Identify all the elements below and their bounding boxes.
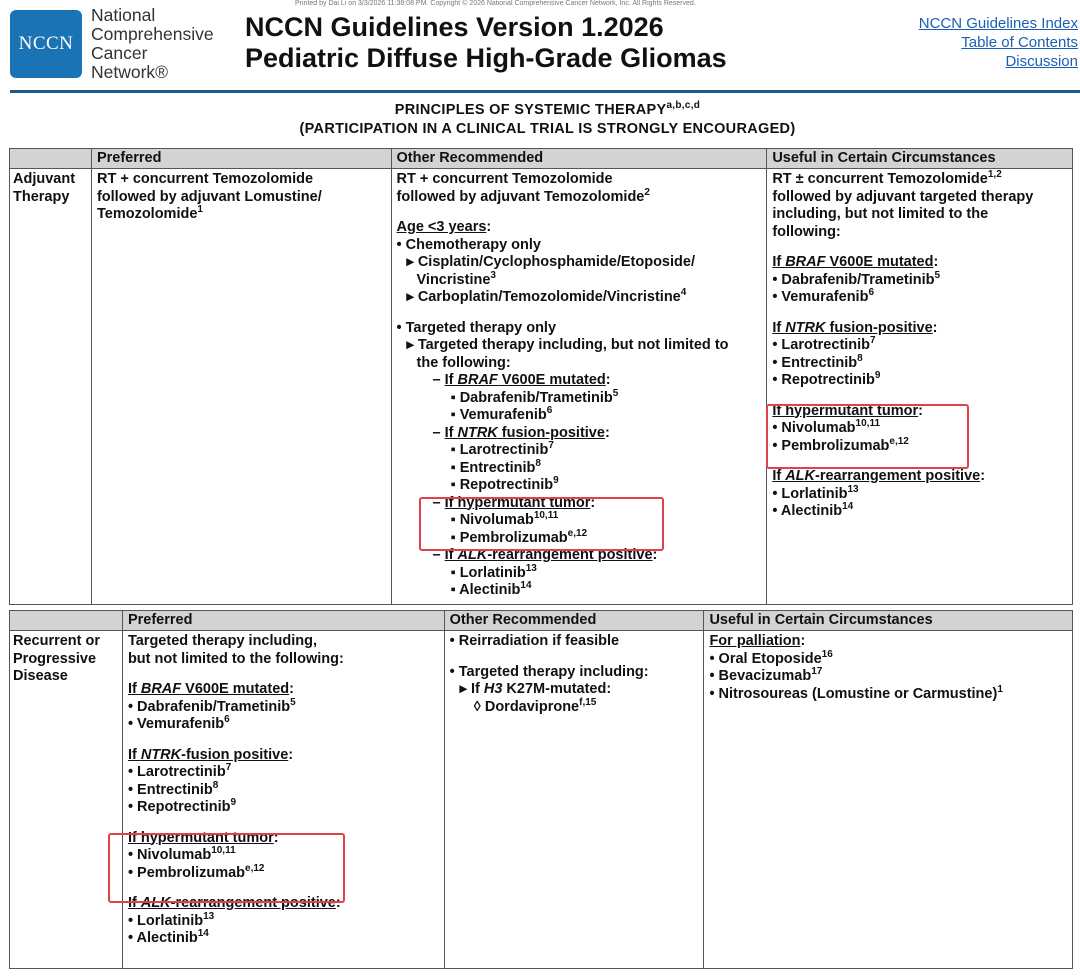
- highlight-box-hypermutant-useful: [766, 404, 969, 469]
- section-subtitle: (PARTICIPATION IN A CLINICAL TRIAL IS STRONGLY ENCOURAGED): [299, 121, 796, 137]
- header-divider: [10, 90, 1080, 93]
- recurrent-useful-cell: For palliation: • Oral Etoposide$^{16}$ • Bevacizumab$^{17}$ • Nitrosoureas (Lomustine or Carmustine)$^1$: [704, 631, 1073, 969]
- preferred-header-2: Preferred: [122, 611, 444, 631]
- nav-links: [919, 14, 1078, 71]
- discussion-link[interactable]: Discussion: [1005, 53, 1078, 70]
- adjuvant-other-cell: RT + concurrent Temozolomide followed by adjuvant Temozolomide$^2$ Age <3 years: • Chemotherapy only ▸ Cisplatin/Cyclophosphamide/Etoposide/ Vincristine$^3$ ▸ Carboplatin/Temozolomide/Vincristine$^4$ • Targeted therapy only ▸ Targeted therapy including, but not limited to the following: – If BRAF V600E mutated: ▪ Dabrafenib/Trametinib$^5$ ▪ Vemurafenib$^6$ – If NTRK fusion-positive: ▪ Larotrectinib$^7$ ▪ Entrectinib$^8$ ▪ Repotrectinib$^9$ – If hypermutant tumor: ▪ Nivolumab$^{10,11}$ ▪ Pembrolizumab$^{e,12}$ – If ALK-rearrangement positive: ▪ Lorlatinib$^{13}$ ▪ Alectinib$^{14}$: [391, 169, 767, 605]
- blank-header-2: [10, 611, 123, 631]
- preferred-header: Preferred: [91, 149, 391, 169]
- title-version: NCCN Guidelines Version 1.2026: [245, 12, 664, 42]
- nccn-logo: NCCN: [10, 10, 82, 78]
- useful-header: Useful in Certain Circumstances: [767, 149, 1073, 169]
- recurrent-disease-table: [9, 610, 1073, 969]
- recurrent-other-cell: • Reirradiation if feasible • Targeted therapy including: ▸ If H3 K27M-mutated: ◊ Dordaviprone$^{f,15}$: [444, 631, 704, 969]
- row-label-recurrent: Recurrent or Progressive Disease: [10, 631, 123, 969]
- recurrent-preferred-cell: Targeted therapy including, but not limited to the following: If BRAF V600E mutated: • Dabrafenib/Trametinib$^5$ • Vemurafenib$^6$ If NTRK-fusion positive: • Larotrectinib$^7$ • Entrectinib$^8$ • Repotrectinib$^9$ If hypermutant tumor: • Nivolumab$^{10,11}$ • Pembrolizumab$^{e,12}$ If ALK-rearrangement positive: • Lorlatinib$^{13}$ • Alectinib$^{14}$: [122, 631, 444, 969]
- row-label-adjuvant: Adjuvant Therapy: [10, 169, 92, 605]
- title-disease: Pediatric Diffuse High-Grade Gliomas: [245, 43, 727, 73]
- other-recommended-header: Other Recommended: [391, 149, 767, 169]
- section-title: PRINCIPLES OF SYSTEMIC THERAPY$^{a,b,c,d}$: [394, 100, 701, 118]
- adjuvant-useful-cell: RT ± concurrent Temozolomide$^{1,2}$ followed by adjuvant targeted therapy including, but not limited to the following: If BRAF V600E mutated: • Dabrafenib/Trametinib$^5$ • Vemurafenib$^6$ If NTRK fusion-positive: • Larotrectinib$^7$ • Entrectinib$^8$ • Repotrectinib$^9$ If hypermutant tumor: • Nivolumab$^{10,11}$ • Pembrolizumab$^{e,12}$ If ALK-rearrangement positive: • Lorlatinib$^{13}$ • Alectinib$^{14}$: [767, 169, 1073, 605]
- blank-header: [10, 149, 92, 169]
- table-of-contents-link[interactable]: Table of Contents: [961, 34, 1078, 51]
- highlight-box-hypermutant-other: [419, 497, 664, 551]
- useful-header-2: Useful in Certain Circumstances: [704, 611, 1073, 631]
- highlight-box-hypermutant-recurrent: [108, 833, 345, 903]
- guideline-title: [245, 12, 727, 74]
- other-recommended-header-2: Other Recommended: [444, 611, 704, 631]
- print-notice: Printed by Dai Li on 3/3/2026 11:38:08 PM. Copyright © 2026 National Comprehensive Cancer Network, Inc. All Rights Reserved.: [295, 0, 696, 7]
- guidelines-index-link[interactable]: NCCN Guidelines Index: [918, 15, 1078, 32]
- organization-name: National Comprehensive Cancer Network®: [91, 5, 214, 82]
- adjuvant-preferred-cell: RT + concurrent Temozolomide followed by adjuvant Lomustine/ Temozolomide$^1$: [91, 169, 391, 605]
